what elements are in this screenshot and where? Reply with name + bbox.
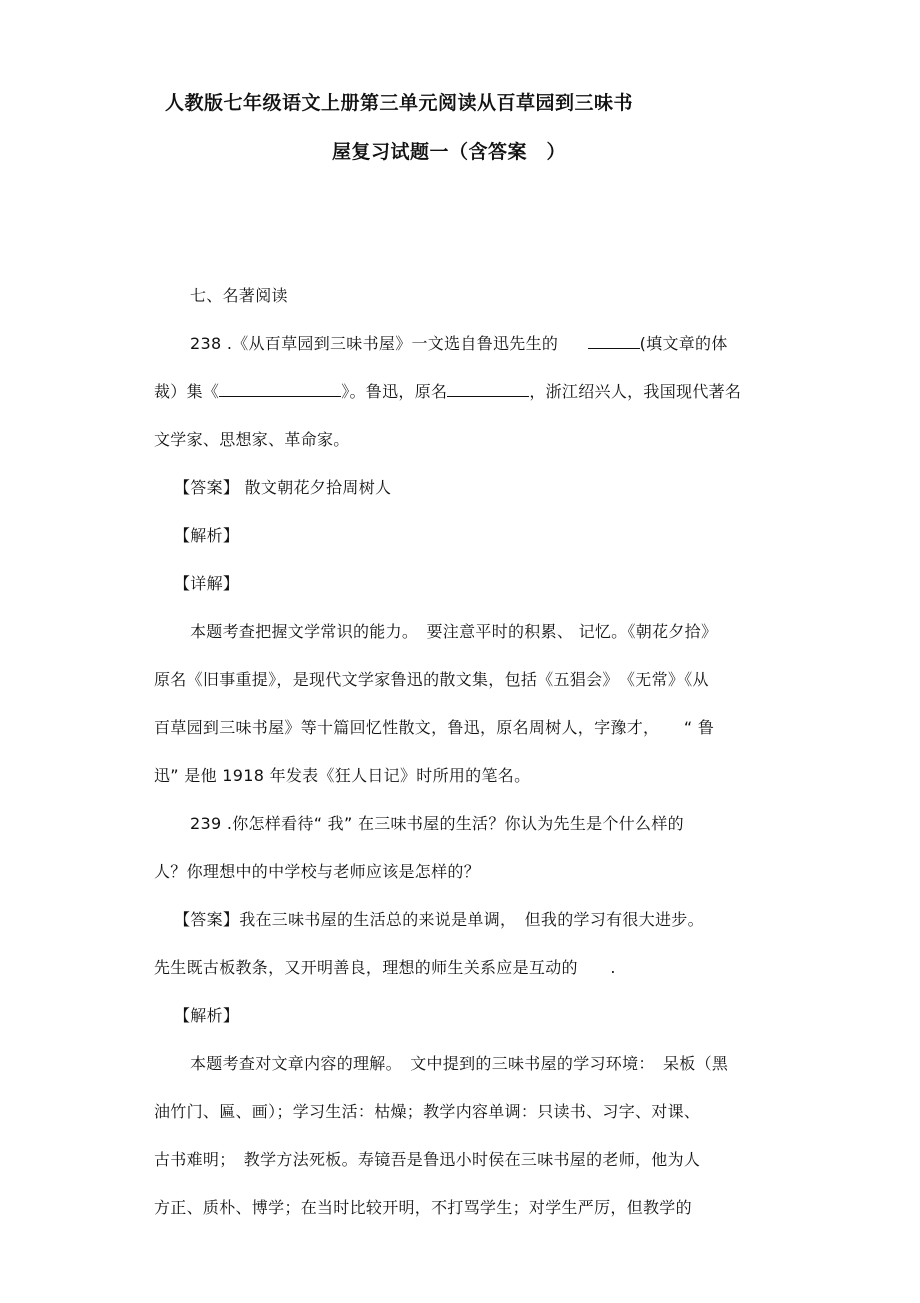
q238-explain-2: 原名《旧事重提》，是现代文学家鲁迅的散文集，包括《五猖会》 《无常》《从	[154, 670, 709, 689]
q238-explain-4: 迅” 是他 1918 年发表《狂人日记》时所用的笔名。	[154, 766, 531, 785]
q239-explain-1: 本题考查对文章内容的理解。 文中提到的三味书屋的学习环境： 呆板（黑	[190, 1054, 729, 1073]
q238-text-2b: 》。鲁迅，原名	[341, 382, 448, 401]
q238-text-2a: 裁）集《	[154, 382, 220, 401]
q238-line-3: 文学家、思想家、革命家。	[154, 430, 350, 449]
q239-line-2: 人？你理想中的中学校与老师应该是怎样的？	[154, 862, 481, 881]
title-line-1: 人教版七年级语文上册第三单元阅读从百草园到三味书	[165, 92, 634, 114]
q239-analysis-label: 【解析】	[174, 1006, 240, 1025]
section-heading: 七、名著阅读	[190, 286, 288, 305]
q238-detail-label: 【详解】	[174, 574, 240, 593]
q238-explain-3: 百草园到三味书屋》等十篇回忆性散文，鲁迅，原名周树人，字豫才， “ 鲁	[154, 718, 715, 737]
q238-text-1a: 238 .《从百草园到三味书屋》一文选自鲁迅先生的	[190, 334, 559, 353]
q238-text-2c: ，浙江绍兴人，我国现代著名	[529, 382, 742, 401]
q238-answer	[174, 475, 789, 498]
q238-text-1b: (填文章的体	[639, 334, 728, 353]
q239-explain-4: 方正、质朴、博学；在当时比较开明，不打骂学生；对学生严厉，但教学的	[154, 1198, 692, 1217]
blank-genre[interactable]	[588, 334, 640, 349]
q239-line-1: 239 .你怎样看待“ 我” 在三味书屋的生活？你认为先生是个什么样的	[190, 814, 684, 833]
q239-answer-2: 先生既古板教条，又开明善良，理想的师生关系应是互动的 .	[154, 958, 616, 977]
blank-collection[interactable]	[219, 382, 341, 397]
q238-explain-1: 本题考查把握文学常识的能力。 要注意平时的积累、 记忆。《朝花夕拾》	[190, 622, 718, 641]
q238-line-1	[190, 331, 770, 354]
blank-original-name[interactable]	[447, 382, 529, 397]
q239-explain-2: 油竹门、匾、画）；学习生活：枯燥；教学内容单调：只读书、习字、对课、	[154, 1102, 701, 1121]
title-line-2: 屋复习试题一（含答案 ）	[332, 141, 567, 163]
q238-analysis-label: 【解析】	[174, 526, 240, 545]
q239-explain-3: 古书难明； 教学方法死板。寿镜吾是鲁迅小时侯在三味书屋的老师，他为人	[154, 1150, 701, 1169]
q239-answer-1: 【答案】我在三味书屋的生活总的来说是单调， 但我的学习有很大进步。	[174, 910, 704, 929]
answer-text: 散文朝花夕拾周树人	[244, 478, 392, 497]
q238-line-2	[154, 379, 769, 402]
answer-label: 【答案】	[174, 478, 240, 497]
